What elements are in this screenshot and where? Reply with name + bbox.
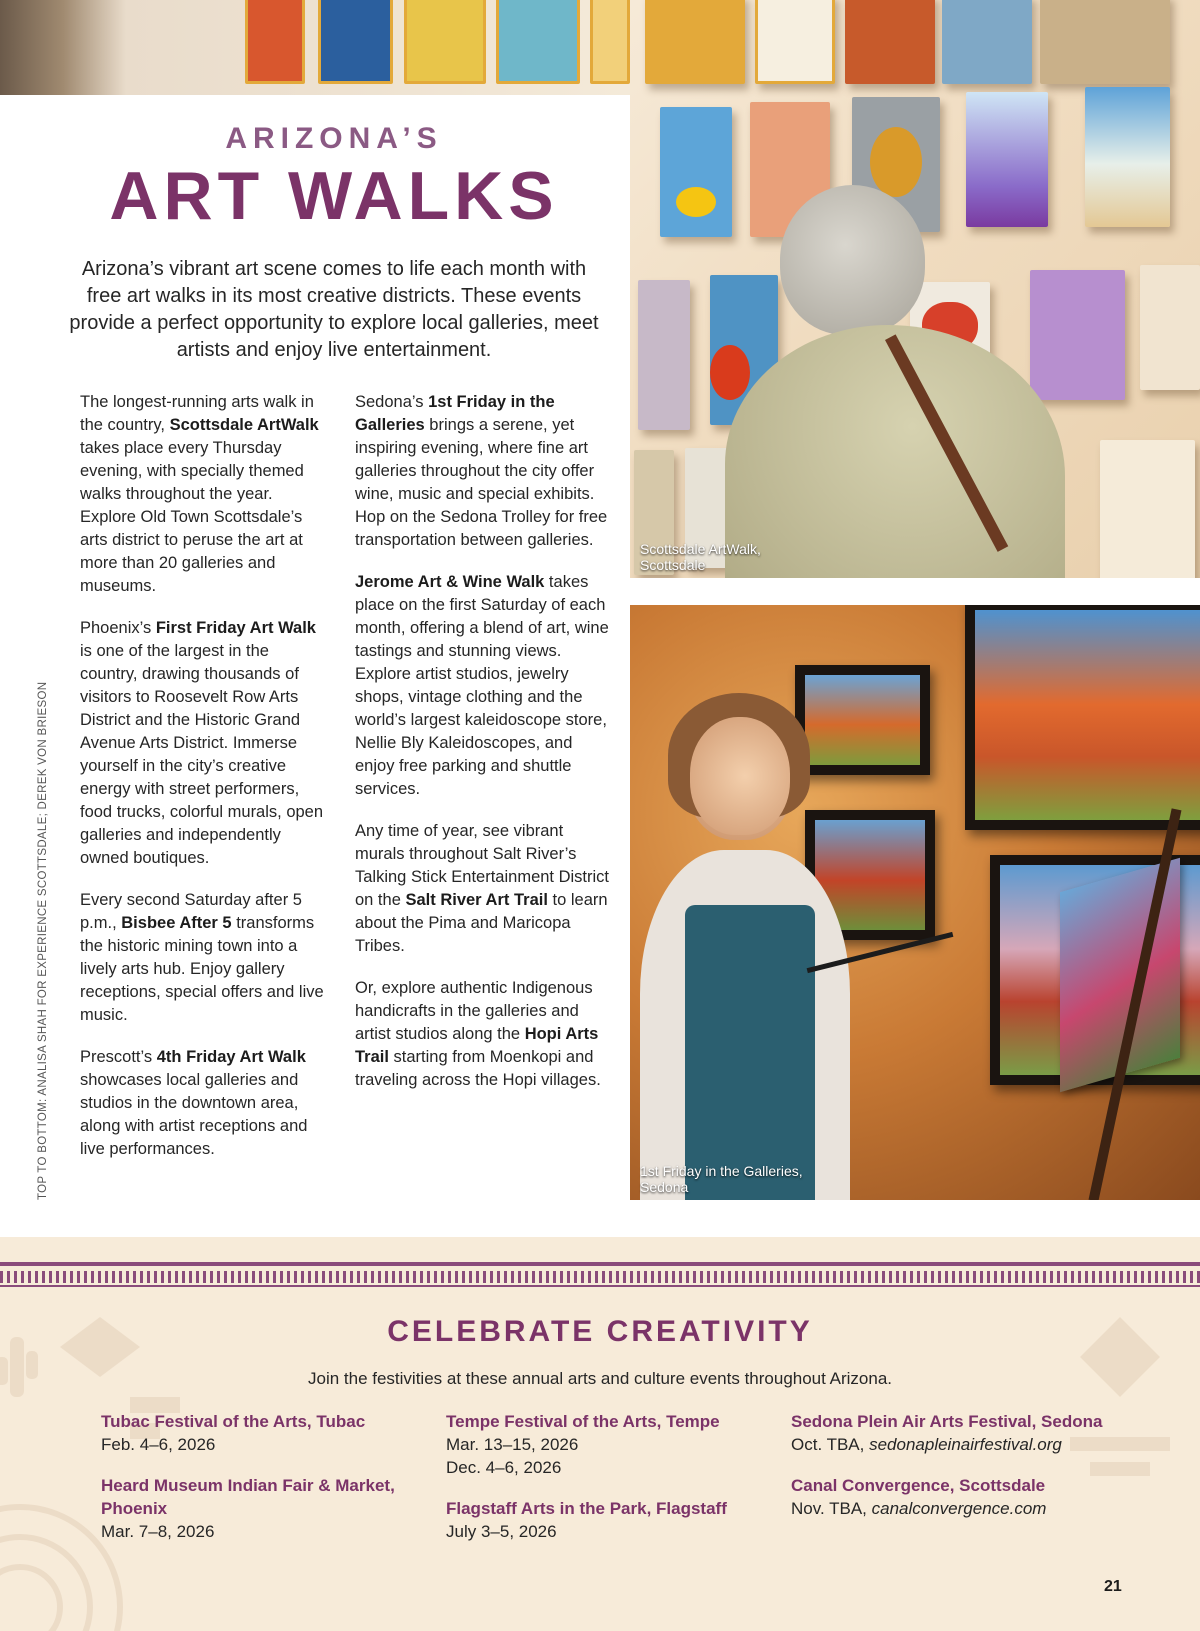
photo-sedona-galleries xyxy=(630,605,1200,1200)
paragraph-jerome: Jerome Art & Wine Walk takes place on the first Saturday of each month, offering a blend of art, wine tastings and stunning views. Explore artist studios, jewelry shops, vintage clothing and the world’s largest kaleidoscope store, Nellie Bly Kaleidoscopes, and enjoy free parking and shuttle services. xyxy=(355,573,609,798)
paragraph-scottsdale: The longest-running arts walk in the country, Scottsdale ArtWalk takes place every Thursday evening, with specially themed walks throughout the year. Explore Old Town Scottsdale’s arts district to peruse the art at more than 20 galleries and museums. xyxy=(80,393,319,595)
paragraph-prescott: Prescott’s 4th Friday Art Walk showcases local galleries and studios in the downtown area, along with artist receptions and live performances. xyxy=(80,1048,308,1158)
events-column-3 xyxy=(791,1410,1111,1538)
event-name: Canal Convergence, Scottsdale xyxy=(791,1476,1046,1495)
event-name: Sedona Plein Air Arts Festival, Sedona xyxy=(791,1412,1103,1431)
intro-paragraph: Arizona’s vibrant art scene comes to life each month with free art walks in its most creative districts. These events provide a perfect opportunity to explore local galleries, meet artists and enjoy live entertainment. xyxy=(69,258,599,361)
headline-kicker: ARIZONA’S xyxy=(225,122,443,155)
band-divider-ticks xyxy=(0,1271,1200,1283)
event-name: Flagstaff Arts in the Park, Flagstaff xyxy=(446,1499,727,1518)
event-item xyxy=(791,1474,1111,1520)
event-date: Oct. TBA, sedonapleinairfestival.org xyxy=(791,1435,1062,1454)
event-name: Heard Museum Indian Fair & Market, Phoenix xyxy=(101,1476,395,1518)
events-column-1 xyxy=(101,1410,421,1561)
paragraph-hopi: Or, explore authentic Indigenous handicrafts in the galleries and artist studios along the Hopi Arts Trail starting from Moenkopi and traveling across the Hopi villages. xyxy=(355,979,601,1089)
photo-scottsdale-artwalk xyxy=(630,0,1200,578)
event-name: Tempe Festival of the Arts, Tempe xyxy=(446,1412,720,1431)
event-date: July 3–5, 2026 xyxy=(446,1522,557,1541)
event-date: Feb. 4–6, 2026 xyxy=(101,1435,216,1454)
photo1-caption-line2: Scottsdale xyxy=(640,557,706,573)
event-date: Dec. 4–6, 2026 xyxy=(446,1458,562,1477)
celebrate-subtitle: Join the festivities at these annual arts and culture events throughout Arizona. xyxy=(307,1369,893,1388)
event-item xyxy=(446,1497,766,1543)
article-column-1 xyxy=(80,391,330,1180)
event-url: canalconvergence.com xyxy=(871,1499,1047,1518)
band-divider-top xyxy=(0,1262,1200,1266)
event-item xyxy=(101,1474,421,1543)
event-date: Mar. 13–15, 2026 xyxy=(446,1435,579,1454)
events-column-2 xyxy=(446,1410,766,1561)
event-date: Nov. TBA, canalconvergence.com xyxy=(791,1499,1047,1518)
band-divider-bottom xyxy=(0,1285,1200,1287)
paragraph-bisbee: Every second Saturday after 5 p.m., Bisbee After 5 transforms the historic mining town into a lively arts hub. Enjoy gallery receptions, special offers and live music. xyxy=(80,891,324,1024)
paragraph-sedona: Sedona’s 1st Friday in the Galleries brings a serene, yet inspiring evening, where fine art galleries throughout the city offer wine, music and special exhibits. Hop on the Sedona Trolley for free transportation between galleries. xyxy=(355,393,608,549)
event-item xyxy=(446,1410,766,1479)
event-item xyxy=(101,1410,421,1456)
photo2-caption-line2: Sedona xyxy=(640,1179,689,1195)
photo-credit: TOP TO BOTTOM: ANALISA SHAH FOR EXPERIENCE SCOTTSDALE; DEREK VON BRIESON xyxy=(37,681,49,1200)
top-photo-strip xyxy=(0,0,630,95)
paragraph-salt-river: Any time of year, see vibrant murals throughout Salt River’s Talking Stick Entertainment District on the Salt River Art Trail to learn about the Pima and Maricopa Tribes. xyxy=(355,822,610,955)
photo1-caption-line1: Scottsdale ArtWalk, xyxy=(640,541,761,557)
event-date: Mar. 7–8, 2026 xyxy=(101,1522,215,1541)
page-number: 21 xyxy=(1104,1578,1122,1595)
celebrate-title: CELEBRATE CREATIVITY xyxy=(387,1315,813,1348)
event-item xyxy=(791,1410,1111,1456)
photo2-caption-line1: 1st Friday in the Galleries, xyxy=(640,1163,803,1179)
headline-title: ART WALKS xyxy=(109,158,559,234)
paragraph-phoenix: Phoenix’s First Friday Art Walk is one of the largest in the country, drawing thousands of visitors to Roosevelt Row Arts District and the Historic Grand Avenue Arts District. Immerse yourself in the city’s creative energy with street performers, food trucks, colorful murals, open galleries and independently owned boutiques. xyxy=(80,619,324,867)
article-column-2 xyxy=(355,391,613,1111)
event-name: Tubac Festival of the Arts, Tubac xyxy=(101,1412,366,1431)
event-url: sedonapleinairfestival.org xyxy=(869,1435,1062,1454)
